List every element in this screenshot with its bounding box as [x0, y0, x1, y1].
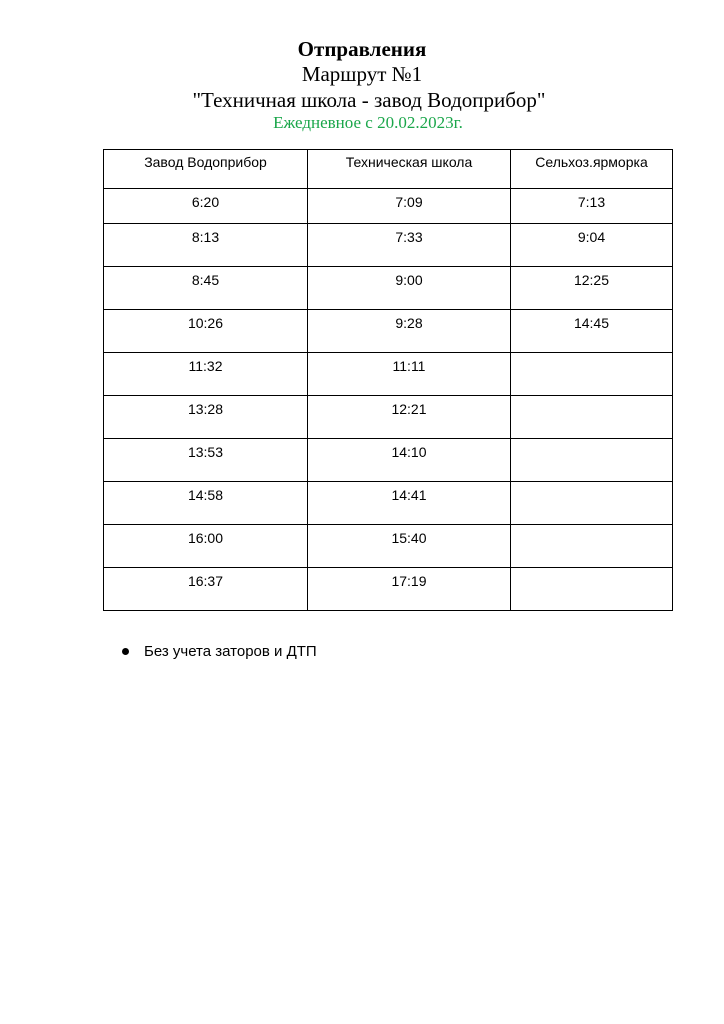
table-cell: 13:53 — [104, 439, 308, 482]
page-title: Отправления — [297, 37, 427, 61]
schedule-note: Ежедневное с 20.02.2023г. — [273, 113, 463, 132]
table-cell — [511, 525, 673, 568]
table-row — [104, 189, 673, 224]
table-cell: 9:00 — [308, 267, 511, 310]
table-row — [104, 525, 673, 568]
route-number: Маршрут №1 — [301, 62, 423, 86]
table-cell: 17:19 — [308, 568, 511, 611]
table-cell: 11:32 — [104, 353, 308, 396]
header — [0, 36, 724, 133]
list-item — [118, 641, 317, 663]
table-cell: 8:13 — [104, 224, 308, 267]
table-cell: 15:40 — [308, 525, 511, 568]
table-cell: 9:04 — [511, 224, 673, 267]
table-row — [104, 568, 673, 611]
table-row — [104, 353, 673, 396]
column-header-selkhoz-yarmorka: Сельхоз.ярморка — [511, 150, 673, 189]
table-cell: 14:58 — [104, 482, 308, 525]
table-row — [104, 224, 673, 267]
column-header-technical-school: Техническая школа — [308, 150, 511, 189]
table-header-row — [104, 150, 673, 189]
table-cell: 14:10 — [308, 439, 511, 482]
table-cell — [511, 353, 673, 396]
table-cell — [511, 439, 673, 482]
table-cell — [511, 396, 673, 439]
table-cell: 7:13 — [511, 189, 673, 224]
timetable — [103, 149, 673, 611]
table-cell: 8:45 — [104, 267, 308, 310]
table-cell: 16:37 — [104, 568, 308, 611]
table-cell: 12:25 — [511, 267, 673, 310]
table-cell: 7:09 — [308, 189, 511, 224]
table-cell: 13:28 — [104, 396, 308, 439]
table-cell: 7:33 — [308, 224, 511, 267]
column-header-zavod-vodopribor: Завод Водоприбор — [104, 150, 308, 189]
table-cell: 16:00 — [104, 525, 308, 568]
route-name: "Техничная школа - завод Водоприбор" — [192, 88, 546, 112]
table-cell: 9:28 — [308, 310, 511, 353]
note-text: Без учета заторов и ДТП — [144, 643, 317, 660]
table-row — [104, 482, 673, 525]
table-cell: 6:20 — [104, 189, 308, 224]
table-row — [104, 439, 673, 482]
table-cell: 14:45 — [511, 310, 673, 353]
table-cell: 11:11 — [308, 353, 511, 396]
table-row — [104, 396, 673, 439]
table-cell: 14:41 — [308, 482, 511, 525]
notes-list — [118, 641, 317, 663]
table-cell — [511, 482, 673, 525]
table-cell: 10:26 — [104, 310, 308, 353]
table-row — [104, 267, 673, 310]
table-cell: 12:21 — [308, 396, 511, 439]
bullet-icon — [122, 648, 129, 655]
table-row — [104, 310, 673, 353]
table-cell — [511, 568, 673, 611]
